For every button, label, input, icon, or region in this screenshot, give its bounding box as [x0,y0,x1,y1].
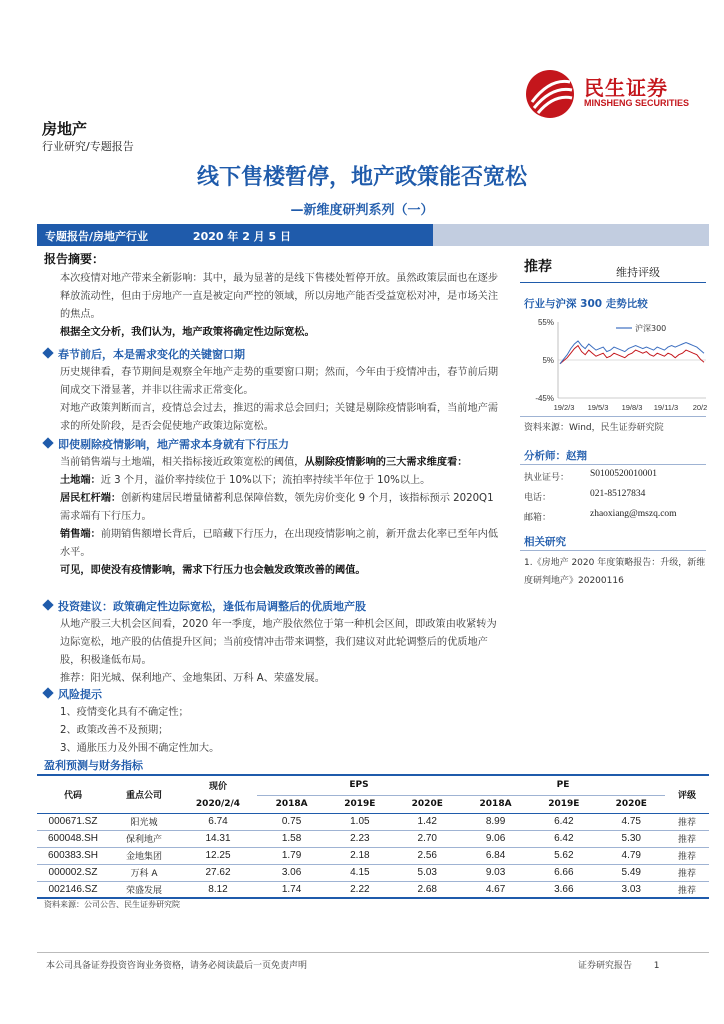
document-type: 行业研究/专题报告 [42,140,134,153]
footer-report-label: 证券研究报告 [578,961,633,971]
table-row: 600383.SH 金地集团 12.25 1.79 2.18 2.56 6.84 5.62 4.79 推荐 [37,847,709,864]
logo-name-cn: 民生证券 [584,76,668,100]
section-3-p1: 从地产股三大机会区间看，2020 年一季度，地产股依然位于第一种机会区间，即政策由收紧转为边际宽松，地产股的估值提升区间；当前疫情冲击带来调整，我们建议对此轮调整后的优质地产股，积极逢低布局。 [60,619,497,666]
divider [520,416,706,417]
col-pe: PE [461,775,665,795]
x-tick-label: 19/5/3 [587,403,609,412]
col-price: 现价 [208,782,227,792]
col-year: 2019E [548,799,580,809]
sales-text: 前期销售额增长背后，已暗藏下行压力，在出现疫情影响之前，新开盘去化率已至年内低水平。 [60,529,499,558]
section-2-conclusion: 可见，即使没有疫情影响，需求下行压力也会触发政策改善的阈值。 [60,565,366,576]
summary-intro [60,270,506,342]
col-company: 重点公司 [125,790,162,801]
diamond-bullet-icon [42,599,53,610]
company-logo [524,68,694,120]
summary-title: 报告摘要： [44,252,105,266]
leverage-text: 创新构建居民增量储蓄利息保障倍数，领先房价变化 9 个月，该指标预示 2020Q1 需求端有下行压力。 [60,493,494,522]
chart-title: 行业与沪深 300 走势比较 [524,298,648,310]
footer-disclaimer[interactable]: 本公司具备证券投资咨询业务资格，请务必阅读最后一页免责声明 [46,961,308,971]
section-heading-2: 即使剔除疫情影响，地产需求本身就有下行压力 [44,436,289,452]
section-heading-4: 风险提示 [44,686,102,702]
risk-item: 1、疫情变化具有不确定性； [60,707,189,718]
col-year: 2018A [275,799,308,809]
col-rating: 评级 [677,790,696,801]
diamond-bullet-icon [42,437,53,448]
legend-label: 沪深300 [635,324,667,333]
divider [520,464,706,465]
table-row: 000002.SZ 万科 A 27.62 3.06 4.15 5.03 9.03 6.66 5.49 推荐 [37,864,709,881]
land-text: 近 3 个月，溢价率持续位于 10%以下；流拍率持续半年位于 10%以上。 [100,475,431,486]
divider [520,282,706,283]
section-heading-1: 春节前后，本是需求变化的关键窗口期 [44,346,245,362]
report-title: 线下售楼暂停，地产政策能否宽松 [196,165,527,190]
x-tick-label: 20/2 [692,403,708,412]
rating: 推荐 [524,259,552,275]
analyst-phone-label: 电话： [524,493,552,503]
footer-label [578,958,660,971]
risk-item: 2、政策改善不及预期； [60,725,169,736]
table-title: 盈利预测与财务指标 [44,759,143,772]
performance-chart [520,314,710,418]
section-1-p1: 历史规律看，春节期间是观察全年地产走势的重要窗口期；然而，今年由于疫情冲击，春节前后期间成交下滑显著，并非以往需求正常变化。 [60,367,499,396]
series-line [560,341,704,364]
table-row: 002146.SZ 荣盛发展 8.12 1.74 2.22 2.68 4.67 3.66 3.03 推荐 [37,881,709,898]
report-band [37,224,709,246]
band-right [433,224,709,246]
col-code: 代码 [63,790,82,801]
diamond-bullet-icon [42,687,53,698]
land-label: 土地端： [60,475,101,486]
band-left [37,224,433,246]
table-row: 600048.SH 保利地产 14.31 1.58 2.23 2.70 9.06 6.42 5.30 推荐 [37,830,709,847]
risk-item: 3、通胀压力及外围不确定性加大。 [60,743,220,754]
analyst-license-label: 执业证号： [524,473,570,483]
section-1-body [60,364,506,436]
section-3-body [60,616,506,688]
analyst-email-label: 邮箱： [524,513,552,523]
report-subtitle: —新维度研判系列（一） [290,203,434,218]
x-tick-label: 19/11/3 [653,403,679,412]
table-source: 资料来源：公司公告、民生证券研究院 [44,900,180,909]
logo-name-en: MINSHENG SECURITIES [584,98,690,108]
risk-list [60,704,506,758]
summary-intro-text: 本次疫情对地产带来全新影响：其中，最为显著的是线下售楼处暂停开放。虽然政策层面也在逐步释放流动性，但由于房地产一直是被定向严控的领域，所以房地产能否受益宽松对冲，是市场关注的焦点。 [60,273,499,320]
leverage-label: 居民杠杆端： [60,493,122,504]
table-row: 000671.SZ 阳光城 6.74 0.75 1.05 1.42 8.99 6.42 4.75 推荐 [37,813,709,830]
band-label: 专题报告/房地产行业 [45,230,149,243]
section-2-p1a: 当前销售端与土地端，相关指标接近政策宽松的阈值， [60,457,305,468]
x-tick-label: 19/2/3 [553,403,575,412]
analyst-title: 分析师：赵翔 [524,450,587,462]
y-tick-label: 55% [537,318,554,327]
analyst-email[interactable]: zhaoxiang@mszq.com [590,509,677,519]
section-2-p1b: 从剔除疫情影响的三大需求维度看： [304,457,468,468]
report-date: 2020 年 2 月 5 日 [192,230,291,243]
related-report[interactable]: 1.《房地产 2020 年度策略报告：升级，新维度研判地产》20200116 [524,558,706,586]
y-tick-label: 5% [542,356,554,365]
diamond-bullet-icon [42,347,53,358]
footer-divider [37,952,709,953]
series-line [560,346,704,364]
page-number: 1 [653,961,660,971]
related-title: 相关研究 [524,536,566,548]
x-tick-label: 19/8/3 [621,403,643,412]
col-price-date: 2020/2/4 [195,798,241,809]
section-heading-3: 投资建议：政策确定性边际宽松，逢低布局调整后的优质地产股 [44,598,366,614]
summary-intro-bold: 根据全文分析，我们认为，地产政策将确定性边际宽松。 [60,327,315,338]
chart-source: 资料来源：Wind，民生证券研究院 [524,423,664,433]
y-tick-label: -45% [535,394,554,403]
section-1-p2: 对地产政策判断而言，疫情总会过去，推迟的需求总会回归；关键是剔除疫情影响看，当前地产需求的所处阶段，是否会促使地产政策边际宽松。 [60,403,499,432]
section-2-body [60,454,506,580]
rating-status: 维持评级 [616,266,660,279]
analyst-phone: 021-85127834 [590,489,646,499]
divider [520,550,706,551]
col-eps: EPS [257,775,461,795]
financial-table [37,774,709,899]
section-3-p2: 推荐：阳光城、保利地产、金地集团、万科 A、荣盛发展。 [60,673,325,684]
col-year: 2020E [615,799,647,809]
analyst-license: S0100520010001 [590,469,658,479]
logo-mark-icon [524,68,580,120]
col-year: 2018A [479,799,512,809]
col-year: 2019E [344,799,376,809]
sales-label: 销售端： [60,529,101,540]
industry-title: 房地产 [42,120,88,138]
col-year: 2020E [411,799,443,809]
